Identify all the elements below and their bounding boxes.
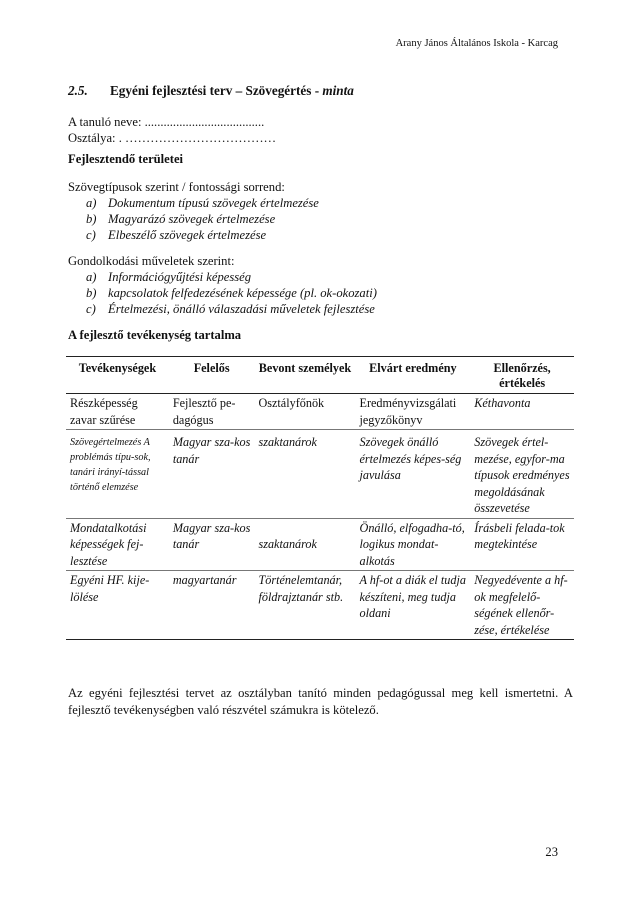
list-item: c) Elbeszélő szövegek értelmezése (86, 228, 267, 242)
student-name-field: A tanuló neve: ...................................... (68, 115, 265, 129)
table-cell: Osztályfőnök (258, 396, 325, 410)
closing-paragraph: Az egyéni fejlesztési tervet az osztályban tanító minden pedagógussal meg kell ismertetni. A fejlesztő tevékenységben való részvétel számukra is kötelező. (68, 686, 573, 717)
table-cell: Mondatalkotási képességek fej-lesztése (70, 520, 147, 568)
table-cell: Egyéni HF. kije-lölése (70, 573, 150, 604)
table-cell: Magyar sza-kos tanár (172, 435, 251, 466)
section-number: 2.5. (68, 83, 88, 98)
column-header: Elvárt eredmény (356, 357, 471, 394)
column-header: Tevékenységek (66, 357, 169, 394)
table-cell: Szövegértelmezés A problémás típu-sok, tanári irányí-tással történő elemzése (70, 437, 151, 493)
development-plan-table (66, 356, 574, 640)
table-cell: Kéthavonta (474, 396, 531, 410)
list-item: b) Magyarázó szövegek értelmezése (86, 212, 276, 226)
page-header: Arany János Általános Iskola - Karcag (395, 38, 558, 49)
section-title-text: Egyéni fejlesztési terv – Szövegértés - (110, 83, 323, 98)
table-cell: magyartanár (172, 573, 237, 587)
table-row (66, 430, 574, 519)
table-cell: Fejlesztő pe-dagógus (172, 396, 236, 427)
column-header: Bevont személyek (254, 357, 355, 394)
class-field: Osztálya: . ……………………………… (68, 131, 277, 145)
column-header: Ellenőrzés, értékelés (470, 357, 574, 394)
text-types-intro: Szövegtípusok szerint / fontossági sorrend: (68, 180, 285, 194)
table-cell: szaktanárok (258, 435, 317, 449)
section-title-suffix: minta (322, 83, 354, 98)
table-row (66, 571, 574, 640)
table-cell: Magyar sza-kos tanár (172, 520, 251, 551)
list-item: c) Értelmezési, önálló válaszadási műveletek fejlesztése (86, 302, 375, 316)
table-cell: Történelemtanár, földrajztanár stb. (258, 573, 344, 604)
page-number: 23 (545, 845, 558, 859)
table-cell: Negyedévente a hf-ok megfelelő-ségének ellenőr-zése, értékelése (474, 573, 568, 637)
table-cell: Szövegek önálló értelmezés képes-ség javulása (359, 435, 462, 482)
list-item: a) Információgyűjtési képesség (86, 270, 252, 284)
table-cell: A hf-ot a diák el tudja készíteni, meg tudja oldani (359, 573, 466, 620)
activity-heading: A fejlesztő tevékenység tartalma (68, 328, 242, 342)
areas-heading: Fejlesztendő területei (68, 152, 184, 166)
table-row (66, 394, 574, 430)
table-cell: Önálló, elfogadha-tó, logikus mondat-alkotás (359, 520, 465, 568)
table-row (66, 518, 574, 571)
column-header: Felelős (169, 357, 255, 394)
table-header-row (66, 357, 574, 394)
list-item: a) Dokumentum típusú szövegek értelmezése (86, 196, 319, 210)
list-item: b) kapcsolatok felfedezésének képessége (pl. ok-okozati) (86, 286, 377, 300)
table-cell: Írásbeli felada-tok megtekintése (474, 520, 565, 551)
table-cell: szaktanárok (258, 537, 317, 551)
operations-intro: Gondolkodási műveletek szerint: (68, 254, 235, 268)
table-cell: Eredményvizsgálati jegyzőkönyv (359, 396, 457, 427)
section-title (68, 83, 354, 99)
table-cell: Szövegek értel-mezése, egyfor-ma típusok eredményes megoldásának összevetése (474, 435, 570, 515)
table-cell: Részképesség zavar szűrése (70, 396, 138, 427)
